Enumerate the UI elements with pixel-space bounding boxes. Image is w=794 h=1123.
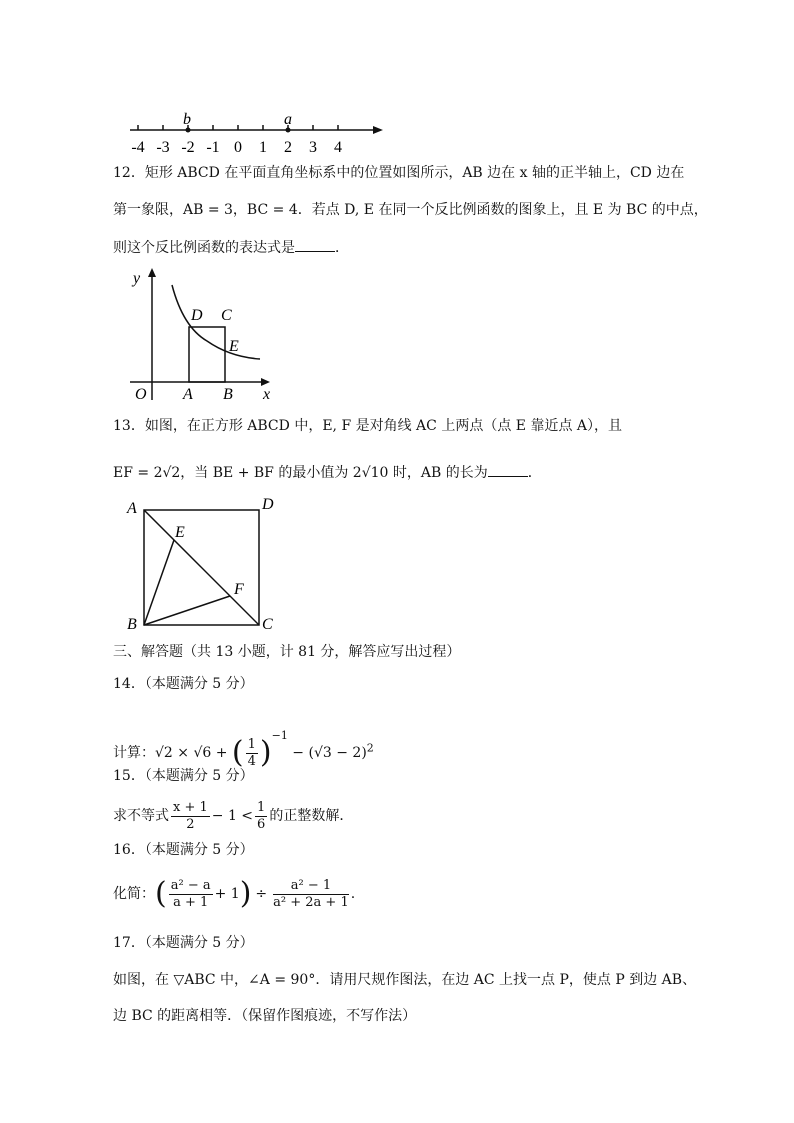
q13-text-2: EF = 2√2，当 BE + BF 的最小值为 2√10 时，AB 的长为 [113, 465, 488, 481]
q12-line1 [113, 163, 684, 183]
segment-bf [144, 596, 230, 625]
q14-heading: 14．（本题满分 5 分） [113, 676, 254, 692]
q12-answer-blank[interactable] [295, 237, 335, 252]
q13-answer-blank[interactable] [488, 462, 528, 477]
q12-number: 12． [113, 165, 145, 181]
q12-line2: 第一象限，AB = 3，BC = 4．若点 D, E 在同一个反比例函数的图象上，且 E 为 BC 的中点， [113, 202, 708, 218]
x-axis-arrow [261, 378, 270, 386]
number-line-tick-label: 4 [334, 139, 342, 156]
number-line-tick-label: -3 [156, 139, 170, 156]
q13-square-figure [122, 495, 287, 635]
label-c: C [221, 307, 232, 324]
label-c: C [262, 616, 273, 633]
number-line-tick-label: 2 [284, 139, 292, 156]
q14-expression: 计算：√2 × √6 + ( $\frac{1}{4}$ )$^{-1} - (√3 - 2)^2$ [113, 729, 374, 770]
number-line-tick-label: -2 [181, 139, 195, 156]
number-line-tick-label: -1 [206, 139, 220, 156]
q17-line1: 如图，在 ▽ABC 中，∠A = 90°．请用尺规作图法，在边 AC 上找一点 P，使点 P 到边 AB、 [113, 972, 697, 988]
q13-number: 13． [113, 418, 145, 434]
q17-line2: 边 BC 的距离相等．（保留作图痕迹，不写作法） [113, 1008, 417, 1024]
point-a-label: a [284, 111, 292, 128]
number-line-tick-label: 3 [309, 139, 317, 156]
label-d: D [262, 496, 274, 513]
label-d: D [191, 307, 203, 324]
q12-line3: 则这个反比例函数的表达式是 ． [113, 237, 349, 258]
label-b: B [223, 386, 233, 403]
number-line-tick-label: 1 [259, 139, 267, 156]
q16-expression: 化简：( $\frac{\text{a² − a}}{a + 1}$ + 1) ÷ $\frac{\text{a² − 1}}{\text{a² + 2a + 1}}$ . [113, 876, 356, 911]
point-a-dot [286, 128, 291, 133]
label-a: A [127, 500, 137, 517]
label-e: E [229, 338, 239, 355]
number-line-figure [125, 108, 390, 160]
number-line-tick-label: -4 [131, 139, 145, 156]
label-y: y [133, 270, 141, 287]
label-a: A [183, 386, 193, 403]
label-o: O [135, 386, 147, 403]
y-axis-arrow [148, 268, 156, 277]
q13-line1 [113, 416, 622, 436]
label-f: F [234, 581, 244, 598]
q15-inequality: 求不等式 $\frac{x + 1}{2}$ − 1 < $\frac{1}{6}$ 的正整数解． [113, 799, 354, 832]
q13-line2: EF = 2√2，当 BE + BF 的最小值为 2√10 时，AB 的长为 ． [113, 462, 542, 483]
q12-text-1: 矩形 ABCD 在平面直角坐标系中的位置如图所示，AB 边在 x 轴的正半轴上，CD 边在 [144, 165, 685, 181]
q13-text-1: 如图，在正方形 ABCD 中，E, F 是对角线 AC 上两点（点 E 靠近点 A），且 [144, 418, 623, 434]
label-e: E [175, 524, 185, 541]
section3-heading: 三、解答题（共 13 小题，计 81 分，解答应写出过程） [113, 644, 461, 660]
number-line-arrow [373, 126, 383, 134]
rectangle-abcd [189, 327, 225, 382]
label-x: x [263, 386, 271, 403]
point-b-label: b [183, 111, 191, 128]
segment-be [144, 540, 174, 625]
q17-heading: 17．（本题满分 5 分） [113, 935, 254, 951]
label-b: B [127, 616, 137, 633]
diagonal-ac [144, 510, 259, 625]
q12-coordinate-figure [125, 265, 280, 405]
number-line-tick-label: 0 [234, 139, 242, 156]
hyperbola-curve [172, 285, 260, 359]
q12-text-3: 则这个反比例函数的表达式是 [113, 240, 295, 256]
q15-heading: 15．（本题满分 5 分） [113, 768, 254, 784]
point-b-dot [186, 128, 191, 133]
q16-heading: 16．（本题满分 5 分） [113, 842, 254, 858]
